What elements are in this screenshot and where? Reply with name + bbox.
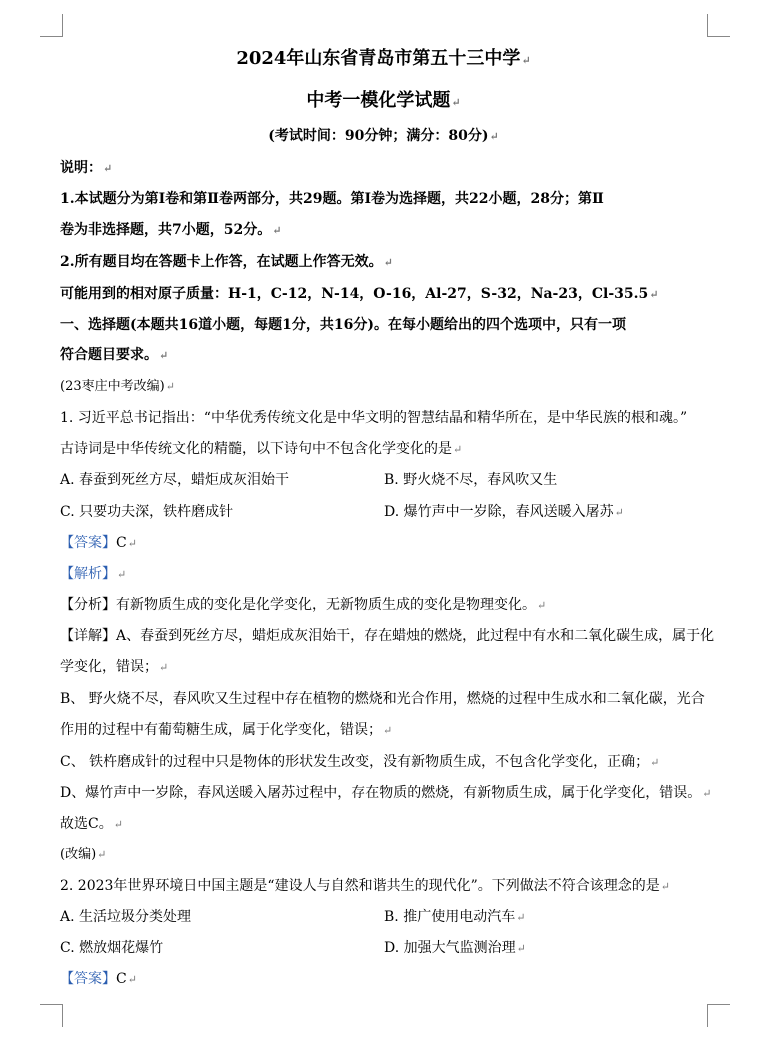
q2-option-d: D. 加强大气监测治理↵ — [384, 940, 526, 956]
section-1-heading-line2: 符合题目要求。↵ — [60, 347, 169, 363]
q1-stem-line1: 1. 习近平总书记指出：“中华优秀传统文化是中华文明的智慧结晶和精华所在，是中华民族的根和魂。” — [60, 410, 688, 426]
q2-stem: 2. 2023年世界环境日中国主题是“建设人与自然和谐共生的现代化”。下列做法不符合该理念的是↵ — [60, 878, 670, 894]
instruction-1-line2: 卷为非选择题，共7小题，52分。↵ — [60, 222, 282, 238]
q1-fenxi: 【分析】有新物质生成的变化是化学变化，无新物质生成的变化是物理变化。↵ — [60, 597, 547, 613]
document-subtitle: 中考一模化学试题↵ — [306, 90, 461, 111]
instruction-2: 2.所有题目均在答题卡上作答，在试题上作答无效。↵ — [60, 254, 393, 270]
q2-option-a: A. 生活垃圾分类处理 — [60, 909, 192, 925]
q2-option-b: B. 推广使用电动汽车↵ — [384, 909, 526, 925]
q1-conclusion: 故选C。↵ — [60, 816, 123, 832]
crop-mark-bottom-right — [707, 1004, 730, 1027]
q1-option-b: B. 野火烧不尽，春风吹又生 — [384, 472, 558, 488]
exam-info: (考试时间：90分钟；满分：80分)↵ — [268, 128, 499, 144]
q1-detail-b-line1: B、 野火烧不尽，春风吹又生过程中存在植物的燃烧和光合作用，燃烧的过程中生成水和二氧化碳，光合 — [60, 691, 705, 707]
q1-option-d: D. 爆竹声中一岁除，春风送暖入屠苏↵ — [384, 504, 624, 520]
q1-detail-b-line2: 作用的过程中有葡萄糖生成，属于化学变化，错误；↵ — [60, 722, 393, 738]
q2-answer: 【答案】C↵ — [60, 971, 137, 987]
document-title: 2024年山东省青岛市第五十三中学↵ — [236, 48, 531, 69]
q1-option-c: C. 只要功夫深，铁杵磨成针 — [60, 504, 234, 520]
q1-detail-c: C、 铁杵磨成针的过程中只是物体的形状发生改变，没有新物质生成，不包含化学变化，正确；↵ — [60, 754, 660, 770]
q1-detail-a-line1: 【详解】A、春蚕到死丝方尽，蜡炬成灰泪始干，存在蜡烛的燃烧，此过程中有水和二氧化碳生成，属于化 — [60, 628, 715, 644]
instruction-1-line1: 1.本试题分为第Ⅰ卷和第Ⅱ卷两部分，共29题。第Ⅰ卷为选择题，共22小题，28分；第Ⅱ — [60, 191, 604, 207]
q2-option-c: C. 燃放烟花爆竹 — [60, 940, 164, 956]
section-1-heading-line1: 一、选择题(本题共16道小题，每题1分，共16分)。在每小题给出的四个选项中，只有一项 — [60, 317, 626, 333]
q1-detail-a-line2: 学变化，错误；↵ — [60, 659, 169, 675]
crop-mark-bottom-left — [40, 1004, 63, 1027]
crop-mark-top-right — [707, 14, 730, 37]
q1-option-a: A. 春蚕到死丝方尽，蜡炬成灰泪始干 — [60, 472, 290, 488]
q1-stem-line2: 古诗词是中华传统文化的精髓，以下诗句中不包含化学变化的是↵ — [60, 441, 463, 457]
q2-source: (改编)↵ — [60, 847, 107, 862]
q1-detail-d: D、爆竹声中一岁除，春风送暖入屠苏过程中，存在物质的燃烧，有新物质生成，属于化学变化，错误。↵ — [60, 785, 712, 801]
q1-source: (23枣庄中考改编)↵ — [60, 379, 175, 394]
instructions-heading: 说明：↵ — [60, 160, 113, 176]
crop-mark-top-left — [40, 14, 63, 37]
q1-answer: 【答案】C↵ — [60, 535, 137, 551]
atomic-masses: 可能用到的相对原子质量：H-1，C-12，N-14，O-16，Al-27，S-32，Na-23，Cl-35.5↵ — [60, 286, 659, 302]
q1-analysis-tag: 【解析】↵ — [60, 566, 127, 582]
